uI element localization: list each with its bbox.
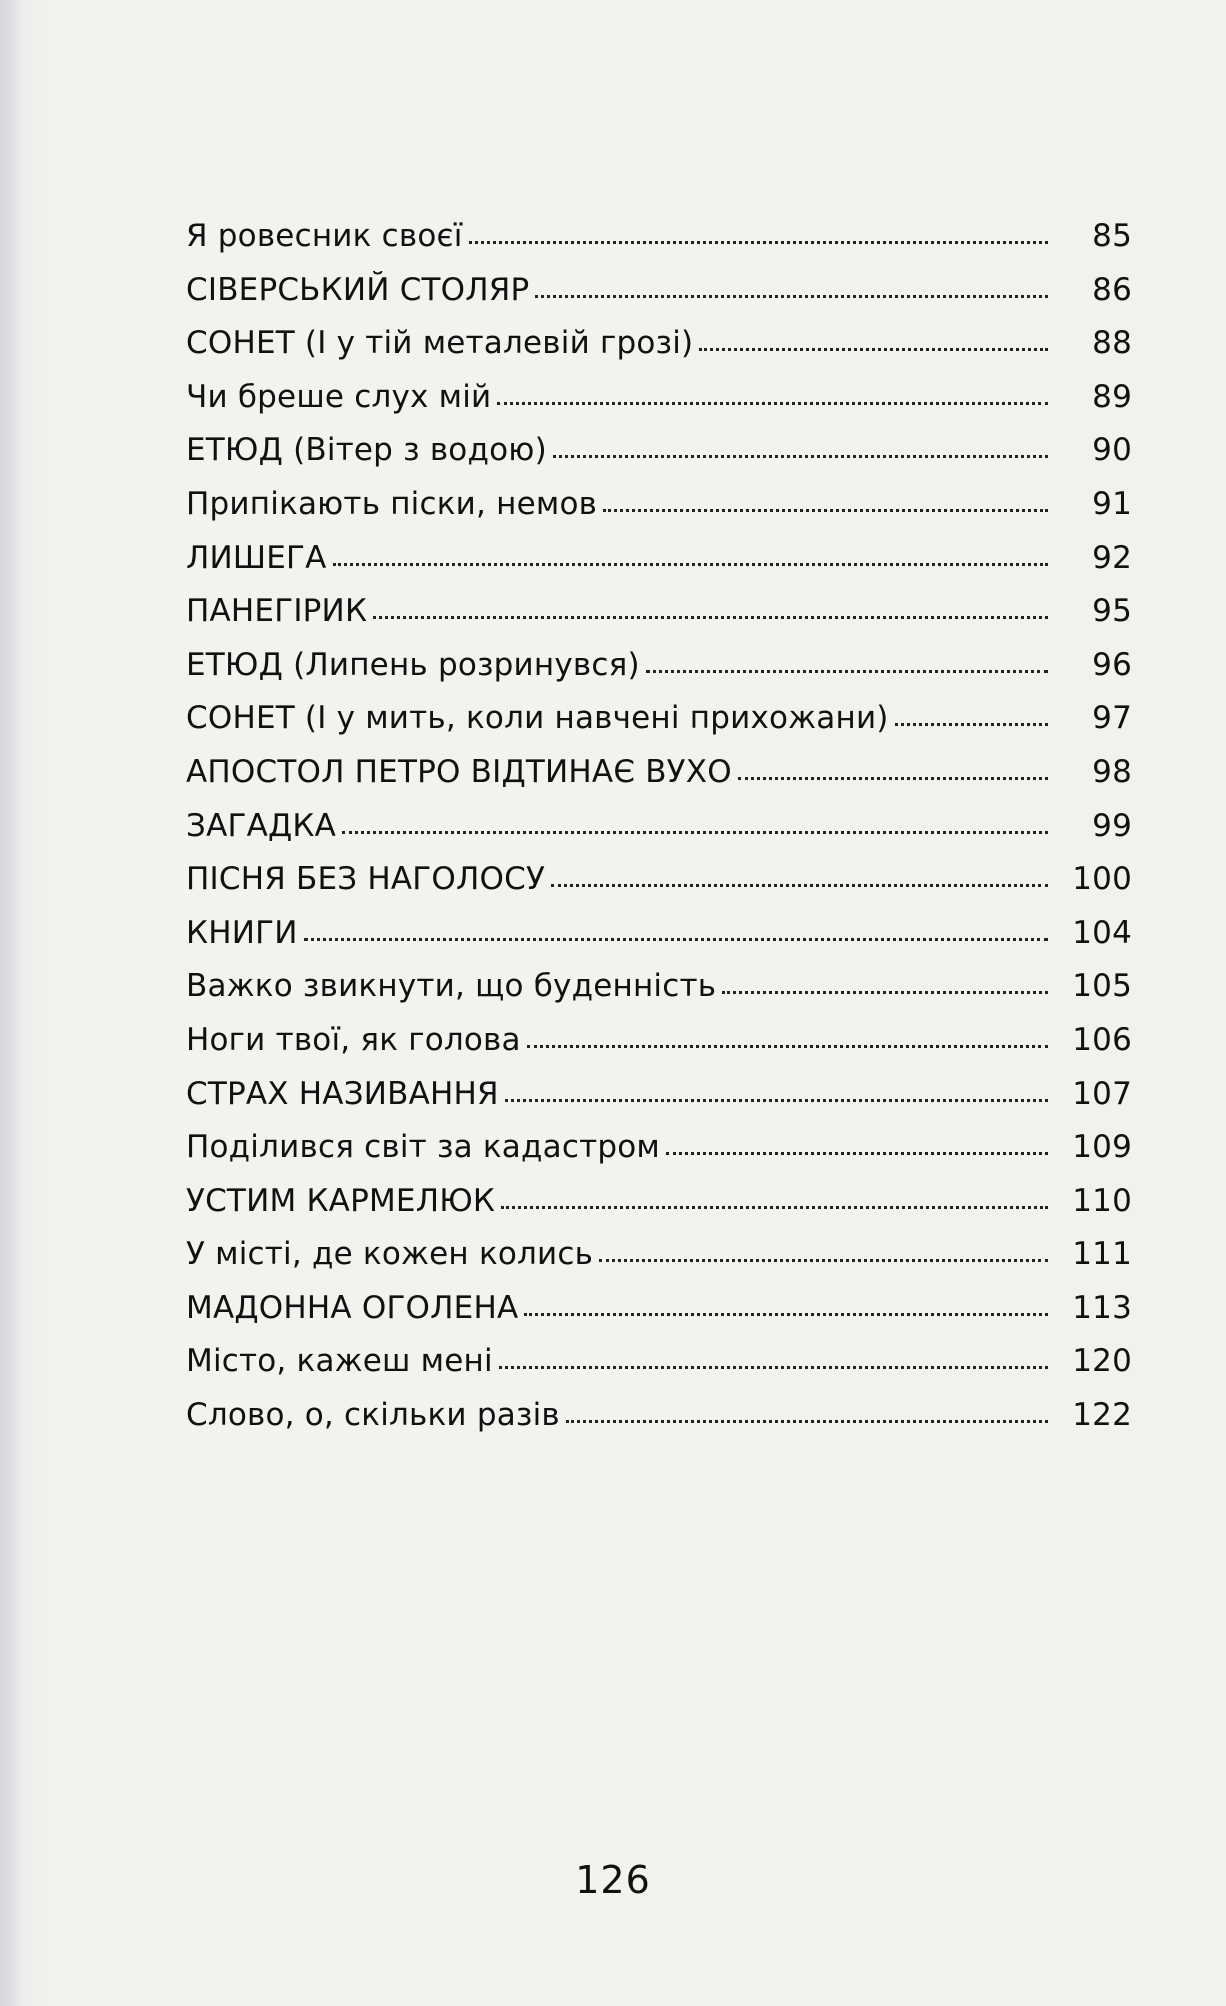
toc-entry-title: ЛИШЕГА [186, 539, 327, 576]
dot-leader [551, 884, 1048, 887]
toc-entry [186, 218, 1132, 272]
toc-entry [186, 861, 1132, 915]
toc-entry [186, 1397, 1132, 1451]
toc-entry [186, 915, 1132, 969]
toc-entry-title: АПОСТОЛ ПЕТРО ВІДТИНАЄ ВУХО [186, 753, 732, 790]
dot-leader [304, 938, 1048, 941]
toc-entry-page: 100 [1072, 861, 1132, 898]
toc-entry-title: ПАНЕГІРИК [186, 593, 368, 630]
table-of-contents [186, 218, 1132, 1451]
toc-entry-title: УСТИМ КАРМЕЛЮК [186, 1182, 496, 1219]
toc-entry [186, 1129, 1132, 1183]
toc-entry-title: ЕТЮД (Липень розринувся) [186, 646, 640, 683]
dot-leader [524, 1313, 1048, 1316]
toc-entry-page: 89 [1092, 378, 1132, 415]
toc-entry-title: ПІСНЯ БЕЗ НАГОЛОСУ [186, 861, 546, 898]
toc-entry-page: 92 [1092, 539, 1132, 576]
toc-entry [186, 1022, 1132, 1076]
toc-entry-title: Припікають піски, немов [186, 485, 598, 522]
dot-leader [895, 723, 1048, 726]
toc-entry-page: 97 [1092, 700, 1132, 737]
toc-entry [186, 593, 1132, 647]
toc-entry-page: 98 [1092, 753, 1132, 790]
toc-entry [186, 808, 1132, 862]
dot-leader [566, 1420, 1048, 1423]
toc-entry [186, 968, 1132, 1022]
toc-entry [186, 1076, 1132, 1130]
toc-entry-page: 85 [1092, 218, 1132, 254]
dot-leader [666, 1152, 1048, 1155]
toc-entry-page: 88 [1092, 325, 1132, 362]
toc-entry-page: 122 [1072, 1397, 1132, 1434]
dot-leader [722, 991, 1048, 994]
toc-entry-title: Важко звикнути, що буденність [186, 968, 717, 1005]
dot-leader [469, 241, 1048, 244]
dot-leader [499, 1366, 1048, 1369]
toc-entry-page: 95 [1092, 593, 1132, 630]
toc-entry [186, 1290, 1132, 1344]
toc-entry-title: Ноги твої, як голова [186, 1021, 521, 1058]
toc-entry-title: Чи бреше слух мій [186, 378, 492, 415]
toc-entry-title: Слово, о, скільки разів [186, 1397, 560, 1434]
dot-leader [497, 402, 1048, 405]
toc-entry-title: У місті, де кожен колись [186, 1236, 594, 1273]
dot-leader [373, 616, 1048, 619]
toc-entry-title: ЗАГАДКА [186, 807, 337, 844]
dot-leader [599, 1259, 1048, 1262]
page-number: 126 [575, 1858, 651, 1902]
toc-entry-page: 109 [1072, 1129, 1132, 1166]
toc-entry-page: 111 [1072, 1236, 1132, 1273]
toc-entry-title: СОНЕТ (І у тій металевій грозі) [186, 325, 694, 362]
dot-leader [699, 348, 1048, 351]
dot-leader [738, 777, 1048, 780]
toc-entry-page: 91 [1092, 485, 1132, 522]
dot-leader [505, 1099, 1048, 1102]
toc-entry-title: СТРАХ НАЗИВАННЯ [186, 1075, 499, 1112]
toc-entry [186, 486, 1132, 540]
toc-entry [186, 1236, 1132, 1290]
toc-entry-page: 120 [1072, 1343, 1132, 1380]
toc-entry-page: 86 [1092, 271, 1132, 308]
toc-entry-title: ЕТЮД (Вітер з водою) [186, 432, 547, 469]
toc-entry [186, 1343, 1132, 1397]
toc-entry-title: Поділився світ за кадастром [186, 1129, 660, 1166]
dot-leader [527, 1045, 1048, 1048]
toc-entry [186, 700, 1132, 754]
toc-entry-title: СОНЕТ (І у мить, коли навчені прихожани) [186, 700, 889, 737]
toc-entry-title: СІВЕРСЬКИЙ СТОЛЯР [186, 271, 530, 308]
toc-entry [186, 540, 1132, 594]
dot-leader [501, 1206, 1048, 1209]
toc-entry-page: 107 [1072, 1075, 1132, 1112]
page-edge-shadow [0, 0, 22, 2006]
toc-entry-title: МАДОННА ОГОЛЕНА [186, 1289, 519, 1326]
dot-leader [333, 563, 1048, 566]
toc-entry-page: 104 [1072, 914, 1132, 951]
toc-entry [186, 272, 1132, 326]
toc-entry-title: Я ровесник своєї [186, 218, 463, 254]
dot-leader [603, 509, 1048, 512]
toc-entry-page: 113 [1072, 1289, 1132, 1326]
dot-leader [342, 831, 1048, 834]
toc-entry [186, 1183, 1132, 1237]
toc-entry [186, 325, 1132, 379]
dot-leader [553, 455, 1048, 458]
toc-entry-page: 99 [1092, 807, 1132, 844]
toc-entry [186, 432, 1132, 486]
toc-entry-page: 90 [1092, 432, 1132, 469]
toc-entry-title: Місто, кажеш мені [186, 1343, 493, 1380]
toc-entry-page: 106 [1072, 1021, 1132, 1058]
toc-entry [186, 754, 1132, 808]
dot-leader [646, 670, 1048, 673]
dot-leader [535, 295, 1048, 298]
toc-entry [186, 379, 1132, 433]
toc-entry-page: 105 [1072, 968, 1132, 1005]
toc-entry-page: 96 [1092, 646, 1132, 683]
toc-entry-page: 110 [1072, 1182, 1132, 1219]
toc-entry [186, 647, 1132, 701]
toc-entry-title: КНИГИ [186, 914, 298, 951]
